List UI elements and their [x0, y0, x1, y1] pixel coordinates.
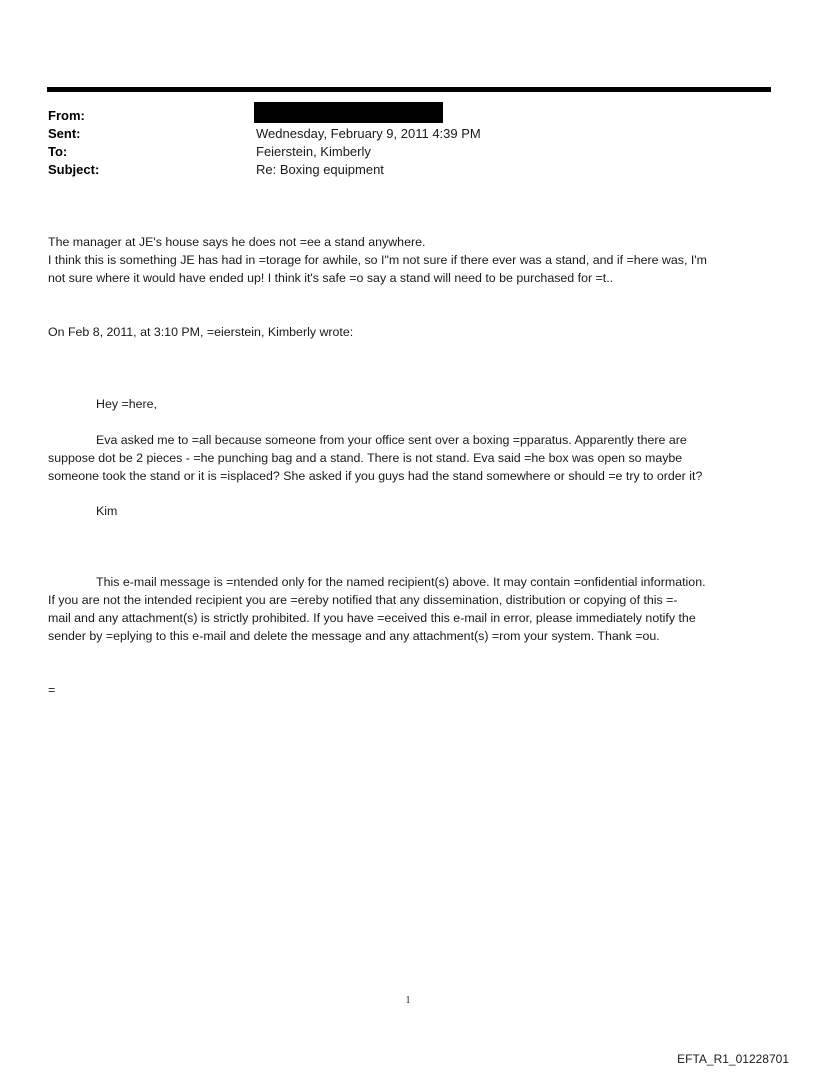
disclaimer-line: This e-mail message is =ntended only for the named recipient(s) above. It may contain =onfidential information. [96, 575, 706, 589]
trailing-text: = [48, 683, 56, 697]
subject-value: Re: Boxing equipment [256, 162, 384, 177]
to-label: To: [48, 144, 68, 159]
message-line: suppose dot be 2 pieces - =he punching bag and a stand. There is not stand. Eva said =he box was open so maybe [48, 451, 683, 465]
disclaimer-line: If you are not the intended recipient you are =ereby notified that any dissemination, distribution or copying of this =- [48, 593, 678, 607]
redacted-sender [254, 102, 443, 123]
signature: Kim [96, 504, 118, 518]
bates-number: EFTA_R1_01228701 [677, 1052, 789, 1066]
sent-value: Wednesday, February 9, 2011 4:39 PM [256, 126, 481, 141]
greeting: Hey =here, [96, 397, 157, 411]
from-label: From: [48, 108, 85, 123]
sent-label: Sent: [48, 126, 81, 141]
disclaimer-line: mail and any attachment(s) is strictly prohibited. If you have =eceived this e-mail in error, please immediately notify the [48, 611, 696, 625]
reply-line: The manager at JE's house says he does not =ee a stand anywhere. [48, 235, 426, 249]
message-line: Eva asked me to =all because someone from your office sent over a boxing =pparatus. Apparently there are [96, 433, 687, 447]
message-line: someone took the stand or it is =isplaced? She asked if you guys had the stand somewhere or should =e try to order it? [48, 469, 703, 483]
header-rule [47, 87, 771, 92]
to-value: Feierstein, Kimberly [256, 144, 371, 159]
page-number: 1 [405, 995, 411, 1006]
quote-intro: On Feb 8, 2011, at 3:10 PM, =eierstein, Kimberly wrote: [48, 325, 354, 339]
reply-line: I think this is something JE has had in =torage for awhile, so I"m not sure if there ever was a stand, and if =here was, I'm [48, 253, 707, 267]
subject-label: Subject: [48, 162, 100, 177]
reply-line: not sure where it would have ended up! I think it's safe =o say a stand will need to be purchased for =t.. [48, 271, 614, 285]
disclaimer-line: sender by =eplying to this e-mail and delete the message and any attachment(s) =rom your system. Thank =ou. [48, 629, 660, 643]
